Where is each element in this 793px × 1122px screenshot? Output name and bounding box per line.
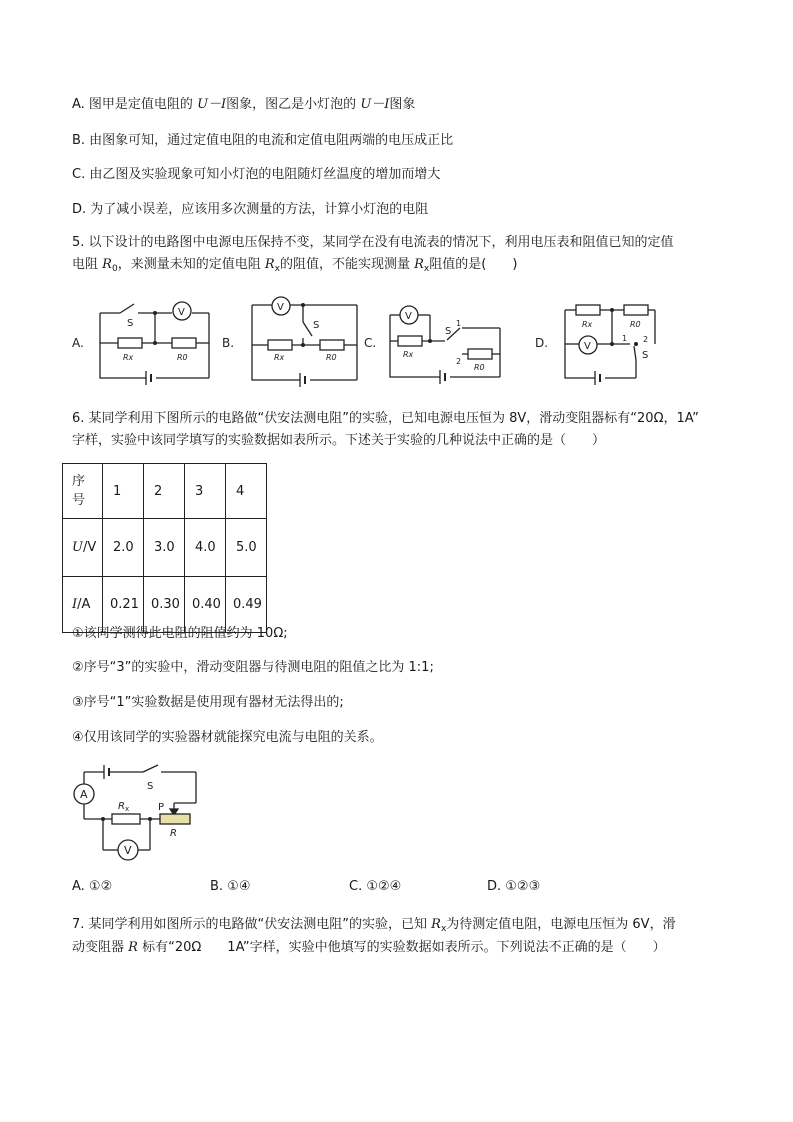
i-symbol: I <box>72 597 78 612</box>
switch-label: S <box>313 320 320 331</box>
table-cell: 0.21 <box>103 577 144 633</box>
terminal-1-label: 1 <box>456 319 462 328</box>
circuit-d <box>565 305 655 385</box>
q6-stem-line1: 6. 某同学利用下图所示的电路做“伏安法测电阻”的实验，已知电源电压恒为 8V，滑动变阻器标有“20Ω，1A” <box>72 411 699 426</box>
terminal-2-label: 2 <box>456 357 462 366</box>
switch-label: S <box>147 781 154 792</box>
q5-text: 的阻值，不能实现测量 <box>279 257 410 272</box>
q6-circuit <box>70 765 230 865</box>
circuit-a-label: A. <box>72 336 84 350</box>
q6-answer-c: C. ①②④ <box>349 879 402 894</box>
q6-stem-line2: 字样，实验中该同学填写的实验数据如表所示。下述关于实验的几种说法中正确的是（ ） <box>72 433 606 448</box>
rx-subscript: x <box>125 805 130 813</box>
q5-stem-line2 <box>72 256 517 278</box>
table-row <box>63 464 267 519</box>
table-cell: 0.40 <box>185 577 226 633</box>
ammeter-label: A <box>80 788 88 801</box>
table-cell: 5.0 <box>226 519 267 577</box>
q4-option-a-text: A. 图甲是定值电阻的 <box>72 97 193 112</box>
rx-symbol: R <box>431 917 441 932</box>
terminal-2-label: 2 <box>643 335 649 344</box>
rx-label: Rx <box>403 350 414 359</box>
r0-label: R0 <box>474 363 485 372</box>
circuit-b <box>252 297 357 387</box>
rx-symbol: R <box>414 257 424 272</box>
q4-option-b: B. 由图象可知，通过定值电阻的电流和定值电阻两端的电压成正比 <box>72 133 454 148</box>
table-cell: 2.0 <box>103 519 144 577</box>
q4-option-d: D. 为了减小误差，应该用多次测量的方法，计算小灯泡的电阻 <box>72 202 429 217</box>
q5-circuits <box>0 295 793 385</box>
q6-answer-a: A. ①② <box>72 879 113 894</box>
ui-symbol: U－I <box>197 97 227 112</box>
r0-label: R0 <box>630 320 641 329</box>
table-cell: 1 <box>103 464 144 519</box>
r0-label: R0 <box>177 353 188 362</box>
q4-option-c: C. 由乙图及实验现象可知小灯泡的电阻随灯丝温度的增加而增大 <box>72 167 441 182</box>
q7-stem-line1 <box>72 916 676 938</box>
rx-symbol: R <box>264 257 275 272</box>
switch-label: S <box>127 318 134 329</box>
header-label: 号 <box>72 493 86 508</box>
q4-option-a-end: 图象 <box>389 97 416 112</box>
r0-symbol: R <box>102 257 112 272</box>
r0-label: R0 <box>326 353 337 362</box>
circuit-b-label: B. <box>222 336 235 350</box>
q6-statement-2: ②序号“3”的实验中，滑动变阻器与待测电阻的阻值之比为 1:1; <box>72 660 434 675</box>
terminal-1-label: 1 <box>622 334 628 343</box>
u-symbol: U <box>72 540 83 555</box>
table-cell: 2 <box>144 464 185 519</box>
rx-label: Rx <box>274 353 285 362</box>
table-cell: 4 <box>226 464 267 519</box>
table-cell: 0.49 <box>226 577 267 633</box>
voltmeter-label: V <box>584 341 591 352</box>
q5-text: 阻值的是( ) <box>429 257 518 272</box>
data-table <box>62 463 267 633</box>
u-unit: /V <box>82 540 97 555</box>
q7-text: 标有“20Ω 1A”字样，实验中他填写的实验数据如表所示。下列说法不正确的是（ ） <box>142 940 666 955</box>
rx-subscript: x <box>274 264 280 274</box>
q6-statement-4: ④仅用该同学的实验器材就能探究电流与电阻的关系。 <box>72 730 383 745</box>
voltmeter-label: V <box>405 311 412 322</box>
table-cell: 3 <box>185 464 226 519</box>
table-cell: 4.0 <box>185 519 226 577</box>
rx-subscript: x <box>423 264 430 274</box>
q6-answer-d: D. ①②③ <box>487 879 541 894</box>
table-cell: 3.0 <box>144 519 185 577</box>
q7-text: 为待测定值电阻，电源电压恒为 6V，滑 <box>446 917 676 932</box>
q6-answer-b: B. ①④ <box>210 879 251 894</box>
rx-label: Rx <box>582 320 593 329</box>
q4-option-a <box>72 96 415 114</box>
switch-label: S <box>642 350 649 361</box>
q5-text: 电阻 <box>72 257 99 272</box>
r-symbol: R <box>128 940 138 955</box>
q5-text: ，来测量未知的定值电阻 <box>117 257 261 272</box>
rx-label: R <box>118 801 125 812</box>
q7-text: 动变阻器 <box>72 940 125 955</box>
table-header-cell <box>63 519 103 577</box>
q6-statement-3: ③序号“1”实验数据是使用现有器材无法得出的; <box>72 695 344 710</box>
voltmeter-label: V <box>277 302 284 313</box>
table-cell: 0.30 <box>144 577 185 633</box>
voltmeter-label: V <box>124 844 132 857</box>
switch-label: S <box>445 326 452 337</box>
header-label: 序 <box>72 474 86 489</box>
i-unit: /A <box>77 597 91 612</box>
rx-subscript: x <box>440 924 447 934</box>
q7-stem-line2 <box>72 939 666 957</box>
q5-stem-line1: 5. 以下设计的电路图中电源电压保持不变，某同学在没有电流表的情况下，利用电压表和阻值已知的定值 <box>72 235 674 250</box>
table-header-cell <box>63 464 103 519</box>
q6-statement-1: ①该同学测得此电阻的阻值约为 10Ω; <box>72 626 288 641</box>
q4-option-a-mid: 图象，图乙是小灯泡的 <box>226 97 357 112</box>
rx-label: Rx <box>123 353 134 362</box>
table-row <box>63 519 267 577</box>
circuit-d-label: D. <box>535 336 549 350</box>
rheostat-label: R <box>170 828 177 839</box>
ui-symbol: U－I <box>360 97 390 112</box>
slider-label: P <box>158 802 165 813</box>
circuit-c-label: C. <box>364 336 377 350</box>
q7-text: 7. 某同学利用如图所示的电路做“伏安法测电阻”的实验，已知 <box>72 917 428 932</box>
voltmeter-label: V <box>178 307 185 318</box>
r0-subscript: 0 <box>111 264 118 274</box>
